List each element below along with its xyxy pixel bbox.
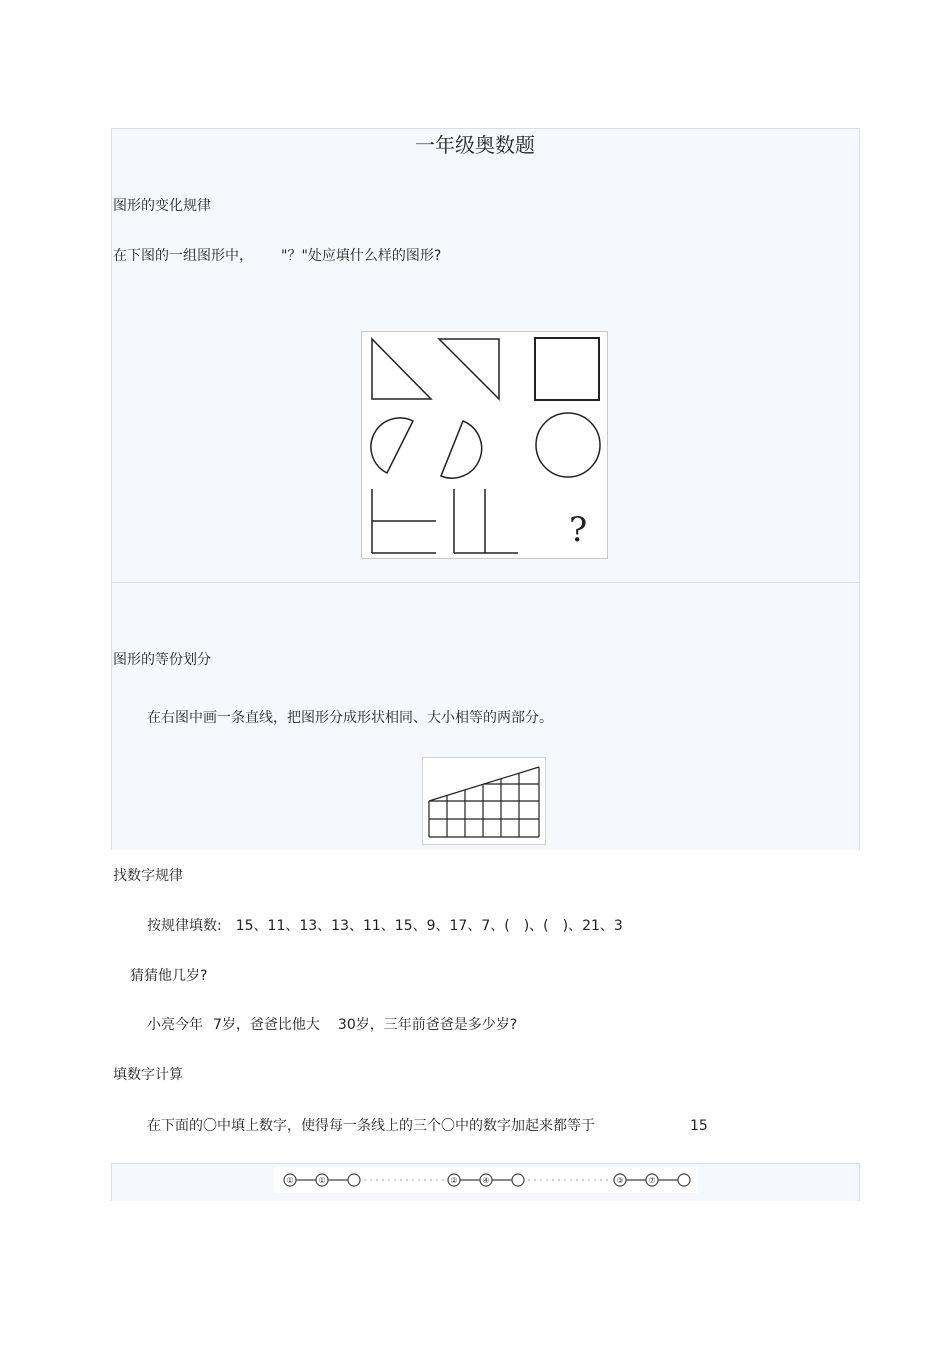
section4-text-a: 小亮今年 xyxy=(147,1017,203,1033)
section4-number-a: 7 xyxy=(213,1017,222,1033)
chain3-label-2: ⑦ xyxy=(648,1176,656,1185)
section4-heading: 猜猜他几岁? xyxy=(130,968,208,984)
number-sequence: 15、11、13、13、11、15、9、17、7、( )、( )、21、3 xyxy=(235,918,623,934)
shape-pattern-figure xyxy=(361,331,609,559)
section4-text-c: 岁，三年前爸爸是多少岁? xyxy=(355,1017,518,1033)
chain2-circle-3 xyxy=(512,1174,524,1186)
grid-partition-figure xyxy=(422,757,546,845)
page-title: 一年级奥数题 xyxy=(415,133,535,157)
chain3-label-1: ③ xyxy=(616,1176,624,1185)
chain1-circle-3 xyxy=(348,1174,360,1186)
section2-question: 在右图中画一条直线，把图形分成形状相同、大小相等的两部分。 xyxy=(147,710,553,726)
section3-question xyxy=(147,917,623,935)
chain1-label-2: ① xyxy=(318,1176,326,1185)
section4-text-b: 岁，爸爸比他大 xyxy=(221,1017,320,1033)
section4-question xyxy=(147,1016,517,1034)
section4-number-b: 30 xyxy=(337,1017,356,1033)
question-mark: ? xyxy=(569,510,588,550)
section1-question-text: 在下图的一组图形中， xyxy=(113,248,253,264)
section5-heading: 填数字计算 xyxy=(113,1067,183,1083)
section1-heading: 图形的变化规律 xyxy=(113,198,211,214)
chain2-label-1: ② xyxy=(450,1176,458,1185)
section1-question-quote: "？"处应填什么样的图形? xyxy=(281,248,442,264)
section3-question-prefix: 按规律填数: xyxy=(147,918,222,934)
chain1-label-1: ① xyxy=(286,1176,294,1185)
chain2-label-2: ④ xyxy=(482,1176,490,1185)
section3-heading: 找数字规律 xyxy=(113,868,183,884)
section1-question xyxy=(113,247,441,265)
section2-heading: 图形的等份划分 xyxy=(113,652,211,668)
number-chain-figure xyxy=(274,1167,698,1193)
chain3-circle-3 xyxy=(678,1174,690,1186)
section5-question: 在下面的〇中填上数字，使得每一条线上的三个〇中的数字加起来都等于 xyxy=(147,1118,595,1134)
section5-target: 15 xyxy=(690,1118,708,1134)
